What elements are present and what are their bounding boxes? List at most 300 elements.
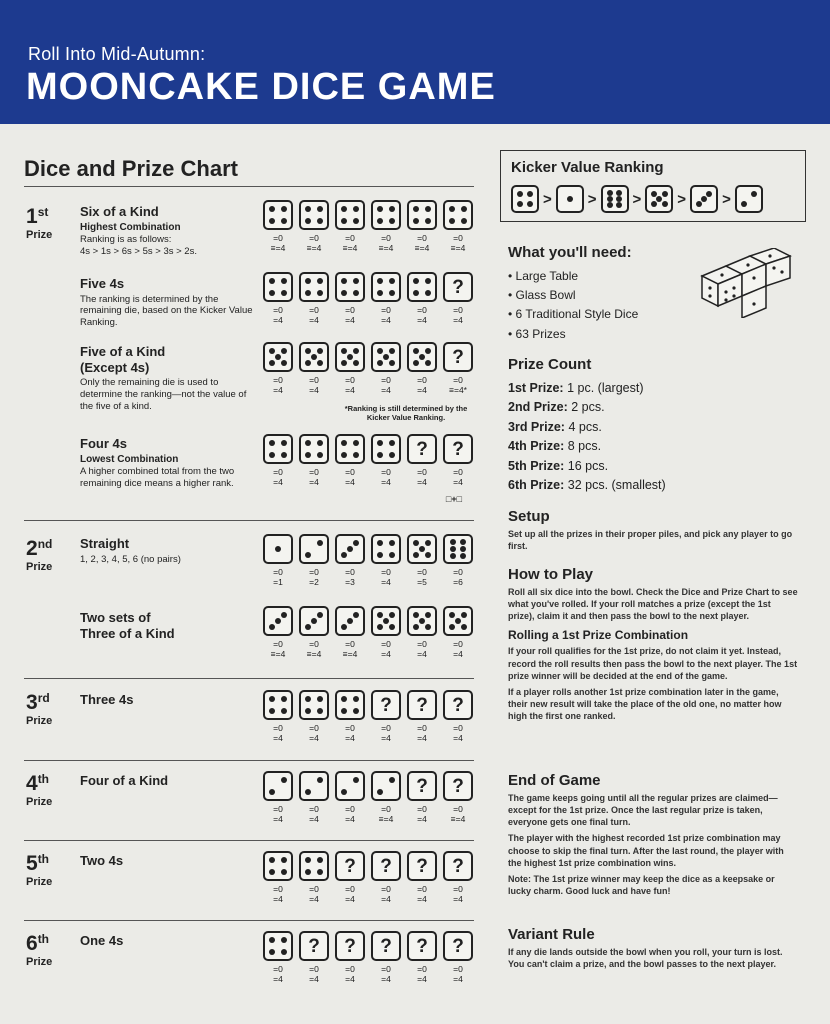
die-column: [406, 434, 438, 487]
die-value: =2: [309, 577, 319, 588]
die-caption: =0: [273, 375, 283, 385]
how-to-play-section: [508, 566, 798, 722]
die-value: =1: [273, 577, 283, 588]
unknown-die-icon: ?: [335, 931, 365, 961]
unknown-die-icon: ?: [443, 690, 473, 720]
die-value: =4: [453, 733, 463, 744]
die-column: [298, 434, 330, 487]
die-caption: =0: [453, 884, 463, 894]
die-column: [370, 690, 402, 743]
tier-6: 6th Prize: [26, 932, 53, 968]
die-face-6-icon: [443, 534, 473, 564]
die-caption: =0: [309, 467, 319, 477]
unknown-die-icon: ?: [443, 851, 473, 881]
end-of-game-section: [508, 772, 798, 897]
die-column: [298, 342, 330, 395]
die-value: =4: [345, 814, 355, 825]
die-value: =4: [453, 649, 463, 660]
die-value: =4: [381, 315, 391, 326]
die-value: =4: [309, 385, 319, 396]
die-caption: =0: [309, 884, 319, 894]
die-value: =4: [417, 733, 427, 744]
die-value: =5: [417, 577, 427, 588]
die-caption: =0: [381, 233, 391, 243]
first-prize-text-2: If a player rolls another 1st prize combination later in the game, their new result will take the place of the old one, no matter how high the first one ranked.: [508, 686, 782, 722]
prize-count-section: [508, 356, 798, 495]
entry-four-of-a-kind: Four of a Kind: [80, 773, 169, 788]
tier-3: 3rd Prize: [26, 691, 53, 727]
dice-row: [262, 931, 474, 984]
entry-six-of-a-kind: Six of a Kind Highest Combination Ranking is as follows: 4s > 1s > 6s > 5s > 3s > 2s.: [80, 204, 197, 257]
die-column: [262, 200, 294, 253]
die-column: [442, 690, 474, 743]
die-caption: =0: [345, 305, 355, 315]
die-column: [334, 931, 366, 984]
die-caption: =0: [381, 305, 391, 315]
chart-title-rule: [24, 186, 474, 187]
die-face-4-icon: [335, 200, 365, 230]
divider: [24, 678, 474, 679]
divider: [24, 920, 474, 921]
die-caption: =0: [345, 804, 355, 814]
dice-row: [262, 690, 474, 743]
die-column: [406, 931, 438, 984]
die-face-4-icon: [335, 434, 365, 464]
die-column: [442, 606, 474, 659]
die-column: [334, 690, 366, 743]
die-column: [262, 434, 294, 487]
die-column: [406, 200, 438, 253]
entry-five-of-a-kind: Five of a Kind (Except 4s) Only the remaining die is used to determine the ranking—not the value of the five of a kind.: [80, 344, 247, 412]
die-caption: =0: [273, 233, 283, 243]
die-caption: =0: [381, 375, 391, 385]
die-face-4-icon: [407, 200, 437, 230]
first-prize-text-1: If your roll qualifies for the 1st prize, do not claim it yet. Instead, record the roll results then pass the bowl to the next player. The 1st prize winner will be decided at the end of the game.: [508, 646, 798, 681]
die-column: [262, 931, 294, 984]
die-value: =4: [273, 315, 283, 326]
end-of-game-note: Note: The 1st prize winner may keep the dice as a keepsake or lucky charm. Good luck and have fun!: [508, 873, 775, 896]
die-column: [370, 272, 402, 325]
needs-title: What you'll need:: [508, 244, 632, 261]
die-face-5-icon: [335, 342, 365, 372]
variant-title: Variant Rule: [508, 926, 595, 943]
die-caption: =0: [417, 884, 427, 894]
variant-text: If any die lands outside the bowl when you roll, your turn is lost. You can't claim a prize, and the bowl passes to the next player.: [508, 947, 783, 970]
die-value: =4: [453, 315, 463, 326]
die-value: ≡=4: [342, 243, 358, 254]
tier-4: 4th Prize: [26, 772, 53, 808]
greater-than-arrow: >: [587, 190, 597, 208]
die-caption: =0: [345, 567, 355, 577]
die-column: [406, 851, 438, 904]
die-face-3-icon: [335, 606, 365, 636]
die-face-4-icon: [371, 434, 401, 464]
die-value: =4: [417, 477, 427, 488]
die-face-4-icon: [263, 434, 293, 464]
die-value: ≡=4: [270, 243, 286, 254]
die-value: =4: [417, 649, 427, 660]
die-caption: =0: [273, 804, 283, 814]
entry-straight: Straight 1, 2, 3, 4, 5, 6 (no pairs): [80, 536, 181, 565]
die-face-4-icon: [299, 272, 329, 302]
die-value: =4: [309, 315, 319, 326]
die-caption: =0: [345, 467, 355, 477]
how-to-play-text: Roll all six dice into the bowl. Check the Dice and Prize Chart to see what you've rolled. If your roll matches a prize (except the 1st prize), claim it and then pass the bowl to the next player.: [508, 587, 798, 622]
unknown-die-icon: ?: [299, 931, 329, 961]
die-caption: =0: [309, 639, 319, 649]
dice-row: [262, 200, 474, 253]
die-caption: =0: [381, 639, 391, 649]
die-column: [442, 342, 474, 395]
die-caption: =0: [381, 467, 391, 477]
dice-row: [262, 342, 474, 395]
prize-count-row: 4th Prize: 8 pcs.: [508, 439, 602, 454]
die-value: =4: [381, 385, 391, 396]
die-value: =4: [309, 733, 319, 744]
dice-row: [262, 434, 474, 487]
die-value: =4: [417, 974, 427, 985]
die-column: [442, 771, 474, 824]
divider: [24, 760, 474, 761]
die-column: [370, 771, 402, 824]
needs-item: • 63 Prizes: [508, 325, 798, 344]
die-caption: =0: [417, 375, 427, 385]
die-caption: =0: [309, 723, 319, 733]
die-value: =4: [417, 315, 427, 326]
die-caption: =0: [417, 567, 427, 577]
die-caption: =0: [417, 639, 427, 649]
die-column: [406, 534, 438, 587]
die-caption: =0: [453, 964, 463, 974]
unknown-die-icon: ?: [443, 342, 473, 372]
die-value: =4: [417, 385, 427, 396]
die-column: [442, 272, 474, 325]
die-value: ≡=4: [306, 649, 322, 660]
die-face-4-icon: [407, 272, 437, 302]
die-face-2-icon: [263, 771, 293, 801]
prize-count-row: 5th Prize: 16 pcs.: [508, 458, 609, 473]
greater-than-arrow: >: [543, 190, 552, 208]
tier-2: 2nd Prize: [26, 537, 53, 573]
dice-row: [262, 771, 474, 824]
die-value: =4: [453, 974, 463, 985]
die-value: =4: [309, 974, 319, 985]
unknown-die-icon: ?: [371, 931, 401, 961]
die-value: =4: [345, 733, 355, 744]
die-column: [406, 690, 438, 743]
die-column: [298, 931, 330, 984]
entry-two-4s: Two 4s: [80, 853, 124, 868]
dice-row: [262, 851, 474, 904]
die-value: =4: [273, 814, 283, 825]
variant-section: [508, 926, 798, 970]
die-column: [370, 434, 402, 487]
die-caption: =0: [381, 804, 391, 814]
die-value: ≡=4: [342, 649, 358, 660]
die-face-2-icon: [335, 771, 365, 801]
die-value: ≡=4: [414, 243, 430, 254]
die-column: [442, 851, 474, 904]
die-value: =4: [381, 477, 391, 488]
die-caption: =0: [417, 804, 427, 814]
kicker-box: [500, 150, 806, 222]
die-column: [406, 272, 438, 325]
die-face-4-icon: [511, 185, 539, 213]
die-face-3-icon: [690, 185, 718, 213]
die-column: [262, 771, 294, 824]
die-caption: =0: [417, 964, 427, 974]
die-value: =4: [309, 894, 319, 905]
die-column: [298, 272, 330, 325]
die-column: [370, 342, 402, 395]
needs-item: • 6 Traditional Style Dice: [508, 305, 798, 324]
die-value: =3: [345, 577, 355, 588]
unknown-die-icon: ?: [407, 434, 437, 464]
die-face-5-icon: [443, 606, 473, 636]
die-value: =4: [381, 733, 391, 744]
setup-section: [508, 508, 798, 552]
die-value: =4: [273, 894, 283, 905]
die-column: [262, 534, 294, 587]
die-column: [334, 534, 366, 587]
how-to-play-title: How to Play: [508, 566, 594, 583]
die-column: [298, 606, 330, 659]
die-value: ≡=4: [450, 243, 466, 254]
prize-count-title: Prize Count: [508, 356, 592, 373]
die-face-4-icon: [299, 690, 329, 720]
die-column: [262, 606, 294, 659]
die-column: [334, 771, 366, 824]
unknown-die-icon: ?: [407, 851, 437, 881]
die-value: =4: [381, 894, 391, 905]
die-face-3-icon: [263, 606, 293, 636]
die-caption: =0: [309, 233, 319, 243]
die-face-1-icon: [263, 534, 293, 564]
die-caption: =0: [309, 375, 319, 385]
setup-text: Set up all the prizes in their proper piles, and pick any player to go first.: [508, 529, 793, 552]
greater-than-arrow: >: [677, 190, 687, 208]
die-column: [334, 434, 366, 487]
die-face-5-icon: [407, 534, 437, 564]
die-caption: =0: [345, 964, 355, 974]
die-caption: =0: [381, 723, 391, 733]
die-caption: =0: [453, 375, 463, 385]
greater-than-arrow: >: [722, 190, 731, 208]
die-column: [298, 851, 330, 904]
die-caption: =0: [345, 884, 355, 894]
die-value: ≡=4: [270, 649, 286, 660]
die-face-5-icon: [645, 185, 673, 213]
die-value: =4: [381, 577, 391, 588]
chart-title: Dice and Prize Chart: [24, 156, 238, 181]
kicker-title: Kicker Value Ranking: [511, 159, 664, 176]
die-face-4-icon: [263, 851, 293, 881]
die-face-4-icon: [263, 272, 293, 302]
die-face-5-icon: [371, 342, 401, 372]
die-value: =4: [417, 894, 427, 905]
dice-row: [262, 534, 474, 587]
die-caption: =0: [453, 233, 463, 243]
die-column: [298, 771, 330, 824]
die-face-4-icon: [263, 690, 293, 720]
die-caption: =0: [273, 567, 283, 577]
die-face-4-icon: [443, 200, 473, 230]
die-value: ≡=4: [306, 243, 322, 254]
die-value: =4: [417, 814, 427, 825]
die-caption: =0: [309, 964, 319, 974]
die-column: [370, 931, 402, 984]
die-caption: =0: [417, 233, 427, 243]
prize-count-row: 2nd Prize: 2 pcs.: [508, 400, 605, 415]
die-column: [334, 200, 366, 253]
die-caption: =0: [417, 723, 427, 733]
die-column: [298, 534, 330, 587]
unknown-die-icon: ?: [443, 771, 473, 801]
die-caption: =0: [453, 467, 463, 477]
unknown-die-icon: ?: [371, 851, 401, 881]
unknown-die-icon: ?: [443, 434, 473, 464]
die-caption: =0: [381, 884, 391, 894]
die-caption: =0: [417, 467, 427, 477]
header-banner: [0, 0, 830, 124]
die-caption: =0: [381, 567, 391, 577]
die-caption: =0: [453, 567, 463, 577]
die-value: ≡=4: [378, 243, 394, 254]
die-value: ≡=4*: [449, 385, 467, 396]
prize-count-row: 6th Prize: 32 pcs. (smallest): [508, 477, 666, 492]
entry-four-4s: Four 4s Lowest Combination A higher combined total from the two remaining dice means a higher rank.: [80, 436, 235, 489]
die-value: =6: [453, 577, 463, 588]
die-column: [406, 606, 438, 659]
die-face-2-icon: [371, 771, 401, 801]
die-column: [442, 534, 474, 587]
ranking-footnote: *Ranking is still determined by the Kicker Value Ranking.: [344, 404, 468, 422]
die-face-5-icon: [299, 342, 329, 372]
die-value: =4: [381, 974, 391, 985]
die-caption: =0: [345, 723, 355, 733]
header-title: MOONCAKE DICE GAME: [26, 66, 496, 108]
end-of-game-title: End of Game: [508, 772, 601, 789]
die-caption: =0: [345, 233, 355, 243]
die-caption: =0: [273, 723, 283, 733]
first-prize-subtitle: Rolling a 1st Prize Combination: [508, 628, 689, 643]
dice-row: [262, 272, 474, 325]
die-caption: =0: [309, 567, 319, 577]
needs-item: • Large Table: [508, 267, 798, 286]
header-subtitle: Roll Into Mid-Autumn:: [28, 44, 206, 64]
die-column: [262, 690, 294, 743]
die-column: [298, 200, 330, 253]
unknown-die-icon: ?: [335, 851, 365, 881]
die-face-4-icon: [371, 272, 401, 302]
die-column: [370, 606, 402, 659]
tier-1: 1st Prize: [26, 205, 53, 241]
die-caption: =0: [273, 305, 283, 315]
unknown-die-icon: ?: [407, 690, 437, 720]
die-column: [442, 931, 474, 984]
die-caption: =0: [273, 467, 283, 477]
die-face-4-icon: [299, 434, 329, 464]
die-value: =4: [273, 733, 283, 744]
die-column: [298, 690, 330, 743]
die-face-5-icon: [263, 342, 293, 372]
die-value: =4: [345, 894, 355, 905]
setup-title: Setup: [508, 508, 550, 525]
die-value: =4: [345, 315, 355, 326]
die-value: =4: [453, 477, 463, 488]
tier-5: 5th Prize: [26, 852, 53, 888]
die-face-5-icon: [371, 606, 401, 636]
dice-illustration: [698, 248, 798, 318]
die-face-4-icon: [335, 272, 365, 302]
die-caption: =0: [345, 639, 355, 649]
die-caption: =0: [273, 884, 283, 894]
prize-count-row: 3rd Prize: 4 pcs.: [508, 419, 602, 434]
die-face-2-icon: [299, 771, 329, 801]
unknown-die-icon: ?: [407, 931, 437, 961]
die-caption: =0: [453, 723, 463, 733]
die-column: [262, 851, 294, 904]
die-caption: =0: [273, 639, 283, 649]
die-value: =4: [345, 974, 355, 985]
die-column: [370, 534, 402, 587]
die-value: =4: [453, 894, 463, 905]
die-caption: =0: [453, 804, 463, 814]
die-value: =4: [273, 385, 283, 396]
die-column: [262, 272, 294, 325]
die-column: [334, 606, 366, 659]
die-face-4-icon: [371, 534, 401, 564]
dice-row: [262, 606, 474, 659]
die-caption: =0: [309, 804, 319, 814]
die-caption: =0: [309, 305, 319, 315]
unknown-die-icon: ?: [443, 272, 473, 302]
end-of-game-text-2: The player with the highest recorded 1st prize combination may choose to skip the final turn. After the last round, the player with the highest 1st prize combination wins.: [508, 833, 784, 868]
die-column: [334, 342, 366, 395]
die-caption: =0: [453, 305, 463, 315]
die-face-4-icon: [299, 851, 329, 881]
die-caption: =0: [345, 375, 355, 385]
unknown-die-icon: ?: [371, 690, 401, 720]
die-column: [370, 200, 402, 253]
kicker-row: [511, 185, 763, 213]
die-face-2-icon: [735, 185, 763, 213]
sum-note: □+□: [445, 494, 463, 504]
die-face-4-icon: [371, 200, 401, 230]
die-face-4-icon: [263, 200, 293, 230]
die-face-3-icon: [335, 534, 365, 564]
die-face-2-icon: [299, 534, 329, 564]
die-column: [406, 342, 438, 395]
die-value: =4: [273, 477, 283, 488]
die-caption: =0: [381, 964, 391, 974]
die-column: [370, 851, 402, 904]
die-face-4-icon: [299, 200, 329, 230]
die-column: [334, 272, 366, 325]
entry-five-4s: Five 4s The ranking is determined by the remaining die, based on the Kicker Value Ranking.: [80, 276, 253, 329]
die-value: =4: [345, 477, 355, 488]
die-column: [262, 342, 294, 395]
die-column: [334, 851, 366, 904]
die-face-5-icon: [407, 342, 437, 372]
entry-three-4s: Three 4s: [80, 692, 134, 707]
divider: [24, 840, 474, 841]
die-column: [442, 434, 474, 487]
end-of-game-text-1: The game keeps going until all the regular prizes are claimed—except for the 1st prize. Once the last regular prize is taken, everyone gets one final turn.: [508, 793, 778, 828]
die-face-5-icon: [407, 606, 437, 636]
die-value: =4: [345, 385, 355, 396]
divider: [24, 520, 474, 521]
